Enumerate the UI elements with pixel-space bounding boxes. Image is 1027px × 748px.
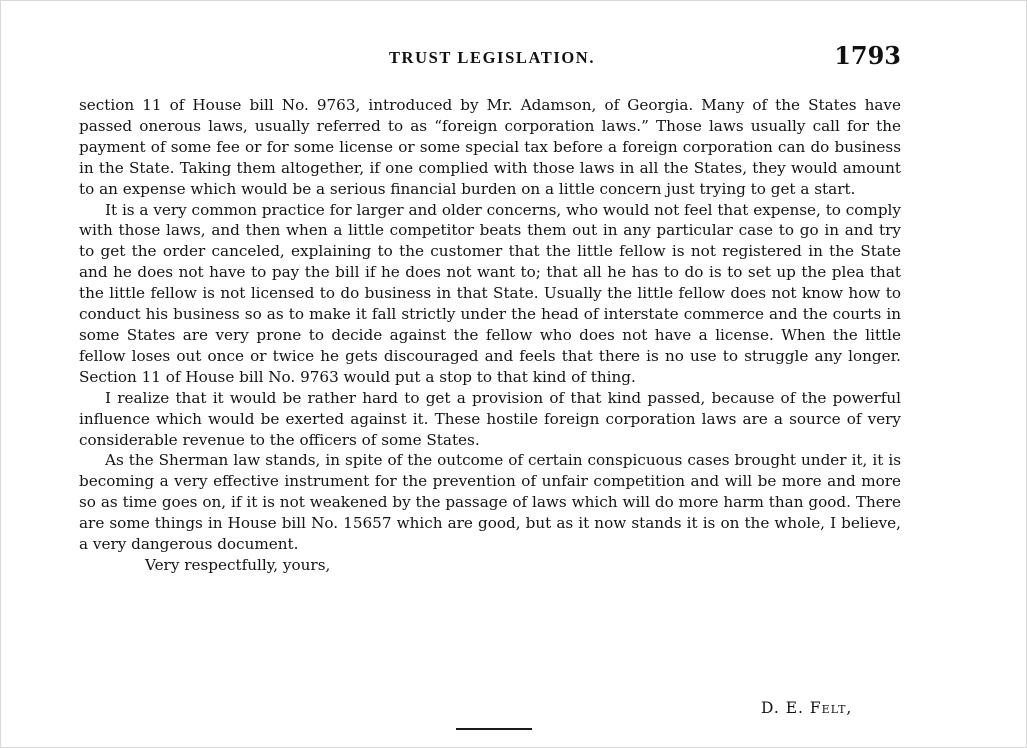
paragraph-3: I realize that it would be rather hard to get a provision of that kind passed, because of the powerful influence which would be exerted against it. These hostile foreign corporation laws are a source of very considerable revenue to the officers of some States. bbox=[79, 388, 901, 449]
paragraph-2: It is a very common practice for larger and older concerns, who would not feel that expense, to comply with those laws, and then when a little competitor beats them out in any particular case to go in and try to get the order canceled, explaining to the customer that the little fellow is not registered in the State and he does not have to pay the bill if he does not want to; that all he has to do is to set up the plea that the little fellow is not licensed to do business in that State. Usually the little fellow does not know how to conduct his business so as to make it fall strictly under the head of interstate commerce and the courts in some States are very prone to decide against the fellow who does not have a license. When the little fellow loses out once or twice he gets discouraged and feels that there is no use to struggle any longer. Section 11 of House bill No. 9763 would put a stop to that kind of thing. bbox=[79, 200, 901, 386]
paragraph-1: section 11 of House bill No. 9763, introduced by Mr. Adamson, of Georgia. Many of the States have passed onerous laws, usually referred to as “foreign corporation laws.” Those laws usually call for the payment of some fee or for some license or some special tax before a foreign corporation can do business in the State. Taking them altogether, if one complied with those laws in all the States, they would amount to an expense which would be a serious financial burden on a little concern just trying to get a start. bbox=[79, 96, 901, 198]
signature-surname: Felt, bbox=[809, 699, 853, 717]
page-number: 1793 bbox=[834, 41, 901, 70]
running-title: TRUST LEGISLATION. bbox=[388, 48, 596, 67]
paragraph-4: As the Sherman law stands, in spite of the outcome of certain conspicuous cases brought under it, it is becoming a very effective instrument for the prevention of unfair competition and will be more and more so as time goes on, if it is not weakened by the passage of laws which will do more harm than good. There are some things in House bill No. 15657 which are good, but as it now stands it is on the whole, I believe, a very dangerous document. bbox=[79, 451, 901, 554]
closing-salutation: Very respectfully, yours, bbox=[145, 555, 331, 574]
section-divider-rule bbox=[456, 728, 532, 730]
signature-initials: D. E. bbox=[761, 699, 810, 717]
body-text bbox=[79, 95, 901, 576]
signature bbox=[761, 699, 852, 717]
page-header bbox=[79, 41, 905, 75]
